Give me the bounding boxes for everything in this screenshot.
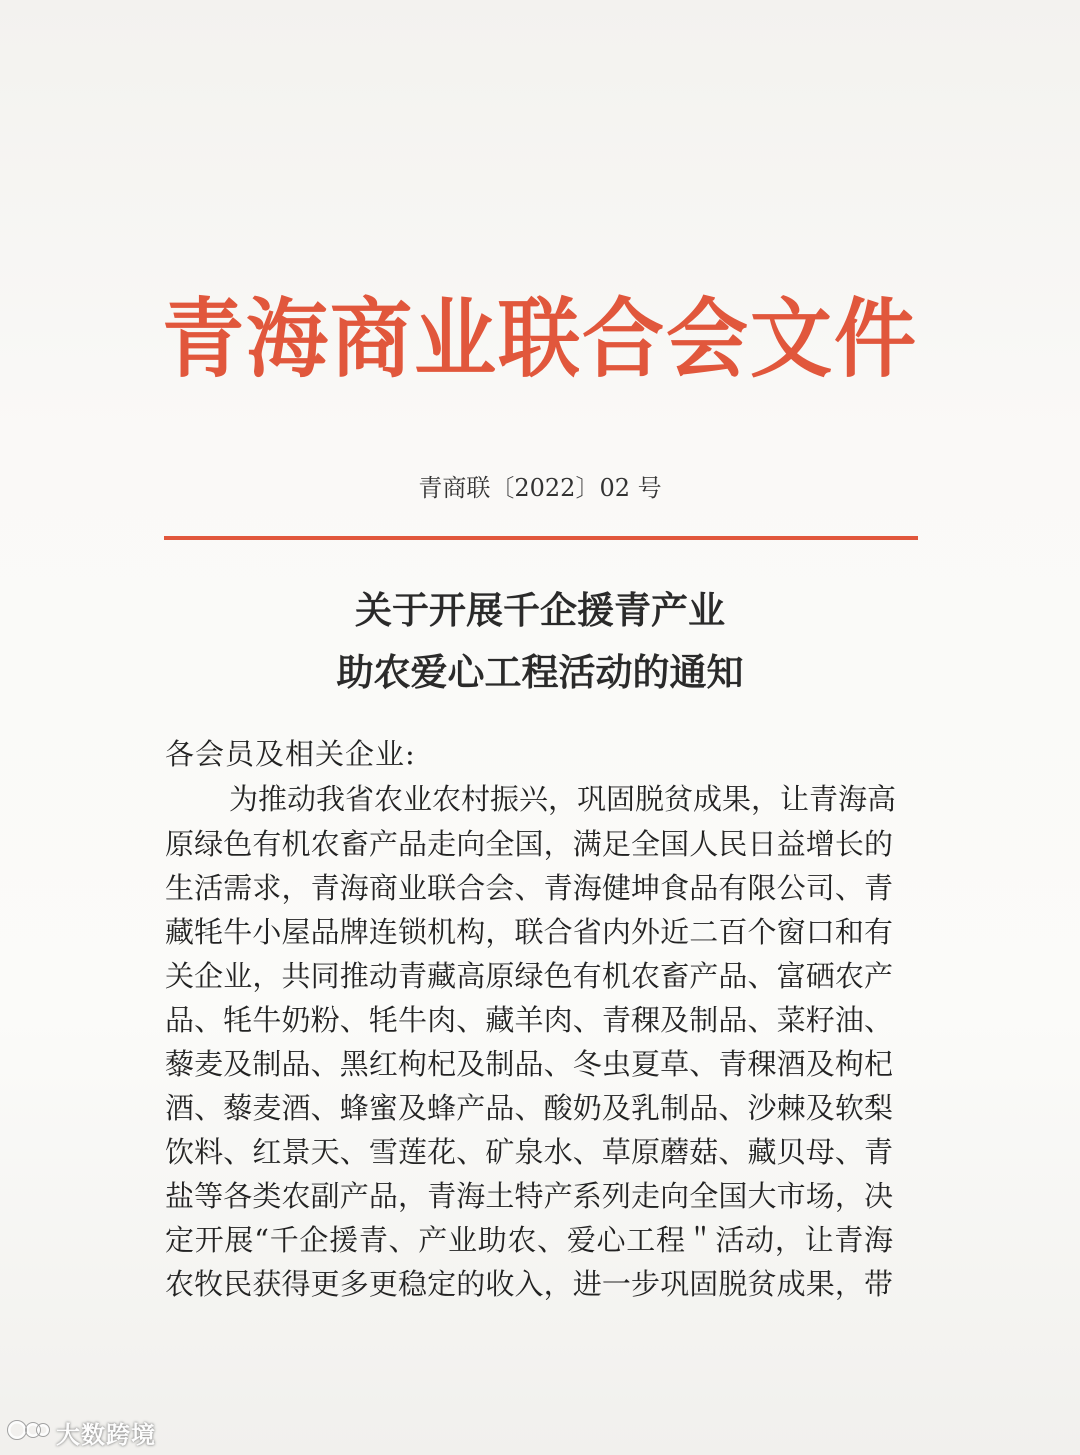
red-divider-line — [164, 536, 918, 540]
body-line-12: 农牧民获得更多更稳定的收入，进一步巩固脱贫成果，带 — [165, 1267, 893, 1301]
body-line-2: 原绿色有机农畜产品走向全国，满足全国人民日益增长的 — [165, 827, 893, 861]
watermark — [6, 1412, 156, 1452]
body-line-5: 关企业，共同推动青藏高原绿色有机农畜产品、富硒农产 — [165, 959, 893, 993]
issuer-title: 青海商业联合会文件 — [161, 289, 918, 390]
body-line-3: 生活需求，青海商业联合会、青海健坤食品有限公司、青 — [165, 871, 893, 905]
body-line-11: 定开展“千企援青、产业助农、爱心工程＂活动，让青海 — [165, 1223, 893, 1257]
body-line-7: 藜麦及制品、黑红枸杞及制品、冬虫夏草、青稞酒及枸杞 — [165, 1047, 893, 1081]
body-line-8: 酒、藜麦酒、蜂蜜及蜂产品、酸奶及乳制品、沙棘及软梨 — [165, 1091, 893, 1125]
salutation: 各会员及相关企业: — [165, 737, 416, 771]
notice-title-line-1: 关于开展千企援青产业 — [355, 589, 725, 632]
watermark-logo-icon — [6, 1415, 50, 1449]
watermark-text: 大数跨境 — [56, 1420, 156, 1449]
body-line-1: 为推动我省农业农村振兴，巩固脱贫成果，让青海高 — [229, 782, 897, 816]
document-number: 青商联〔2022〕02 号 — [418, 474, 662, 502]
body-line-9: 饮料、红景天、雪莲花、矿泉水、草原蘑菇、藏贝母、青 — [165, 1135, 893, 1169]
body-line-10: 盐等各类农副产品，青海土特产系列走向全国大市场，决 — [165, 1179, 893, 1213]
body-line-4: 藏牦牛小屋品牌连锁机构，联合省内外近二百个窗口和有 — [165, 915, 893, 949]
notice-title-line-2: 助农爱心工程活动的通知 — [336, 651, 744, 694]
body-line-6: 品、牦牛奶粉、牦牛肉、藏羊肉、青稞及制品、菜籽油、 — [165, 1003, 893, 1037]
